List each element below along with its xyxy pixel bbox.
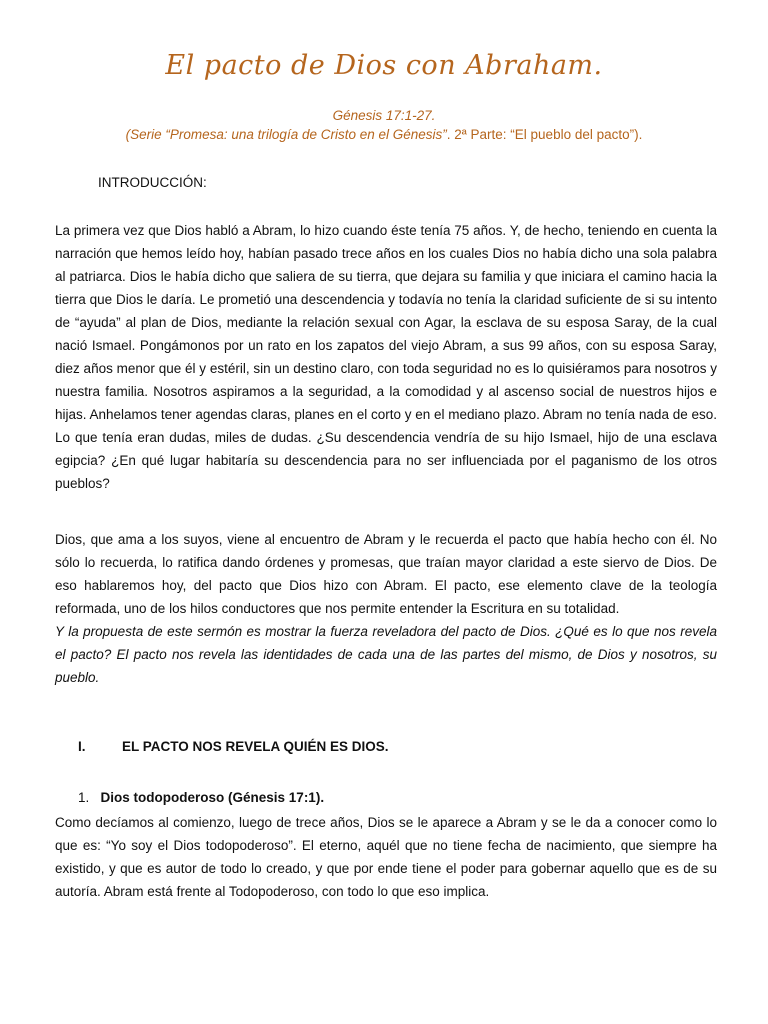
subsection-title: Dios todopoderoso (Génesis 17:1). <box>100 790 325 805</box>
paragraph-text: Dios, que ama a los suyos, viene al encuentro de Abram y le recuerda el pacto que había hecho con él. No sólo lo recuerda, lo ratifica dando órdenes y promesas, que traían mayor claridad a este siervo de Dios. De eso hablaremos hoy, del pacto que Dios hizo con Abram. El pacto, ese elemento clave de la teología reformada, uno de los hilos conductores que nos permite entender la Escritura en su totalidad. <box>55 532 717 616</box>
series-subtitle-part: . 2ª Parte: “El pueblo del pacto”). <box>446 127 643 142</box>
series-subtitle <box>0 127 768 142</box>
section-paragraph <box>55 811 717 903</box>
paragraph-text: La primera vez que Dios habló a Abram, lo hizo cuando éste tenía 75 años. Y, de hecho, teniendo en cuenta la narración que hemos leído hoy, habían pasado trece años en los cuales Dios no había dicho una sola palabra al patriarca. Dios le había dicho que saliera de su tierra, que dejara su familia y que iniciara el camino hacia la tierra que Dios le daría. Le prometió una descendencia y todavía no tenía la claridad suficiente de si su intento de “ayuda” al plan de Dios, mediante la relación sexual con Agar, la esclava de su esposa Saray, de la cual nació Ismael. Pongámonos por un rato en los zapatos del viejo Abram, a sus 99 años, con su esposa Saray, diez años menor que él y estéril, sin un destino claro, con toda seguridad no es lo quisiéramos para nosotros y nuestra familia. Nosotros aspiramos a la seguridad, a la comodidad y al ascenso social de nuestros hijos e hijas. Anhelamos tener agendas claras, planes en el corto y en el mediano plazo. Abram no tenía nada de eso. Lo que tenía eran dudas, miles de dudas. ¿Su descendencia vendría de su hijo Ismael, hijo de una esclava egipcia? ¿En qué lugar habitaría su descendencia para no ser influenciada por el paganismo de los otros pueblos? <box>55 223 717 491</box>
paragraph-1 <box>55 219 717 495</box>
paragraph-3-thesis <box>55 620 717 689</box>
introduction-heading: INTRODUCCIÓN: <box>98 175 207 190</box>
paragraph-text: Y la propuesta de este sermón es mostrar la fuerza reveladora del pacto de Dios. ¿Qué es lo que nos revela el pacto? El pacto nos revela las identidades de cada una de las partes del mismo, de Dios y nosotros, su pueblo. <box>55 624 717 685</box>
subsection-heading <box>78 790 324 805</box>
paragraph-2 <box>55 528 717 620</box>
subsection-number: 1. <box>78 790 90 805</box>
section-number: I. <box>78 739 86 754</box>
paragraph-text: Como decíamos al comienzo, luego de trece años, Dios se le aparece a Abram y se le da a conocer como lo que es: “Yo soy el Dios todopoderoso”. El eterno, aquél que no tiene fecha de nacimiento, que siempre ha existido, y que es autor de todo lo creado, y que por ende tiene el poder para gobernar aquello que es de su autoría. Abram está frente al Todopoderoso, con todo lo que eso implica. <box>55 815 717 899</box>
section-title: EL PACTO NOS REVELA QUIÉN ES DIOS. <box>122 739 389 754</box>
series-subtitle-italic: (Serie “Promesa: una trilogía de Cristo en el Génesis” <box>125 127 447 142</box>
document-title: El pacto de Dios con Abraham. <box>165 50 603 81</box>
scripture-reference: Génesis 17:1-27. <box>332 108 436 123</box>
